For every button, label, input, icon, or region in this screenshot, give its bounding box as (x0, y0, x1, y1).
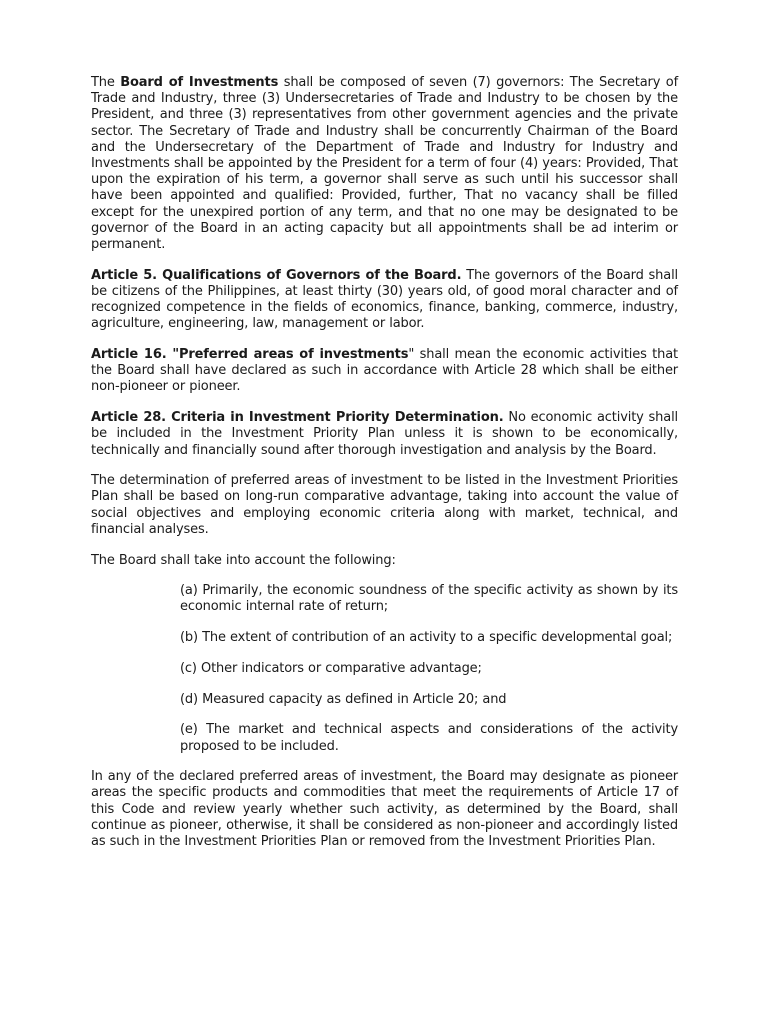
paragraph-article-16 (91, 347, 678, 396)
list-item: (e) The market and technical aspects and considerations of the activity proposed to be included. (180, 722, 678, 754)
article-16-heading: Article 16. " (91, 347, 179, 363)
list-item: (b) The extent of contribution of an activity to a specific developmental goal; (180, 630, 673, 646)
paragraph-body: shall be composed of seven (7) governors: The Secretary of Trade and Industry, three (3) Undersecretaries of Trade and Industry to be chosen by the President, and three (3) representatives from other government agencies and the private sector. The Secretary of Trade and Industry shall be concurrently Chairman of the Board and the Undersecretary of the Department of Trade and Industry for Industry and Investments shall be appointed by the President for a term of four (4) years: Provided, That upon the expiration of his term, a governor shall serve as such until his successor shall have been appointed and qualified: Provided, further, That no vacancy shall be filled except for the unexpired portion of any term, and that no one may be designated to be governor of the Board in an acting capacity but all appointments shall be ad interim or permanent. (91, 75, 678, 253)
paragraph-board-considerations: The Board shall take into account the following: (91, 552, 396, 568)
list-item: (d) Measured capacity as defined in Article 20; and (180, 691, 507, 707)
paragraph-article-28 (91, 410, 678, 459)
paragraph-board-composition (91, 75, 678, 253)
paragraph-body: The governors of the Board shall be citizens of the Philippines, at least thirty (30) years old, of good moral character and of recognized competence in the fields of economics, finance, banking, commerce, industry, agriculture, engineering, law, management or labor. (91, 267, 678, 332)
list-item: (a) Primarily, the economic soundness of the specific activity as shown by its economic internal rate of return; (180, 583, 678, 615)
paragraph-article-5 (91, 268, 678, 333)
article-28-heading: Article 28. Criteria in Investment Priority Determination. (91, 410, 504, 426)
paragraph-body: No economic activity shall be included in the Investment Priority Plan unless it is shown to be economically, technically and financially sound after thorough investigation and analysis by the Board. (91, 410, 678, 458)
article-5-heading: Article 5. Qualifications of Governors of the Board. (91, 267, 462, 283)
criteria-list (91, 583, 678, 754)
paragraph-lead: The (91, 75, 121, 90)
document-page (91, 75, 678, 865)
board-of-investments-term: Board of Investments (120, 75, 279, 90)
preferred-areas-term: Preferred areas of investments (179, 347, 409, 363)
paragraph-determination: The determination of preferred areas of investment to be listed in the Investment Priorities Plan shall be based on long-run comparative advantage, taking into account the value of social objectives and employing economic criteria along with market, technical, and financial analyses. (91, 473, 678, 537)
list-item: (c) Other indicators or comparative advantage; (180, 660, 482, 676)
paragraph-body: " shall mean the economic activities that the Board shall have declared as such in accordance with Article 28 which shall be either non-pioneer or pioneer. (91, 347, 678, 395)
paragraph-pioneer-areas: In any of the declared preferred areas of investment, the Board may designate as pioneer areas the specific products and commodities that meet the requirements of Article 17 of this Code and review yearly whether such activity, as determined by the Board, shall continue as pioneer, otherwise, it shall be considered as non-pioneer and accordingly listed as such in the Investment Priorities Plan or removed from the Investment Priorities Plan. (91, 769, 678, 850)
